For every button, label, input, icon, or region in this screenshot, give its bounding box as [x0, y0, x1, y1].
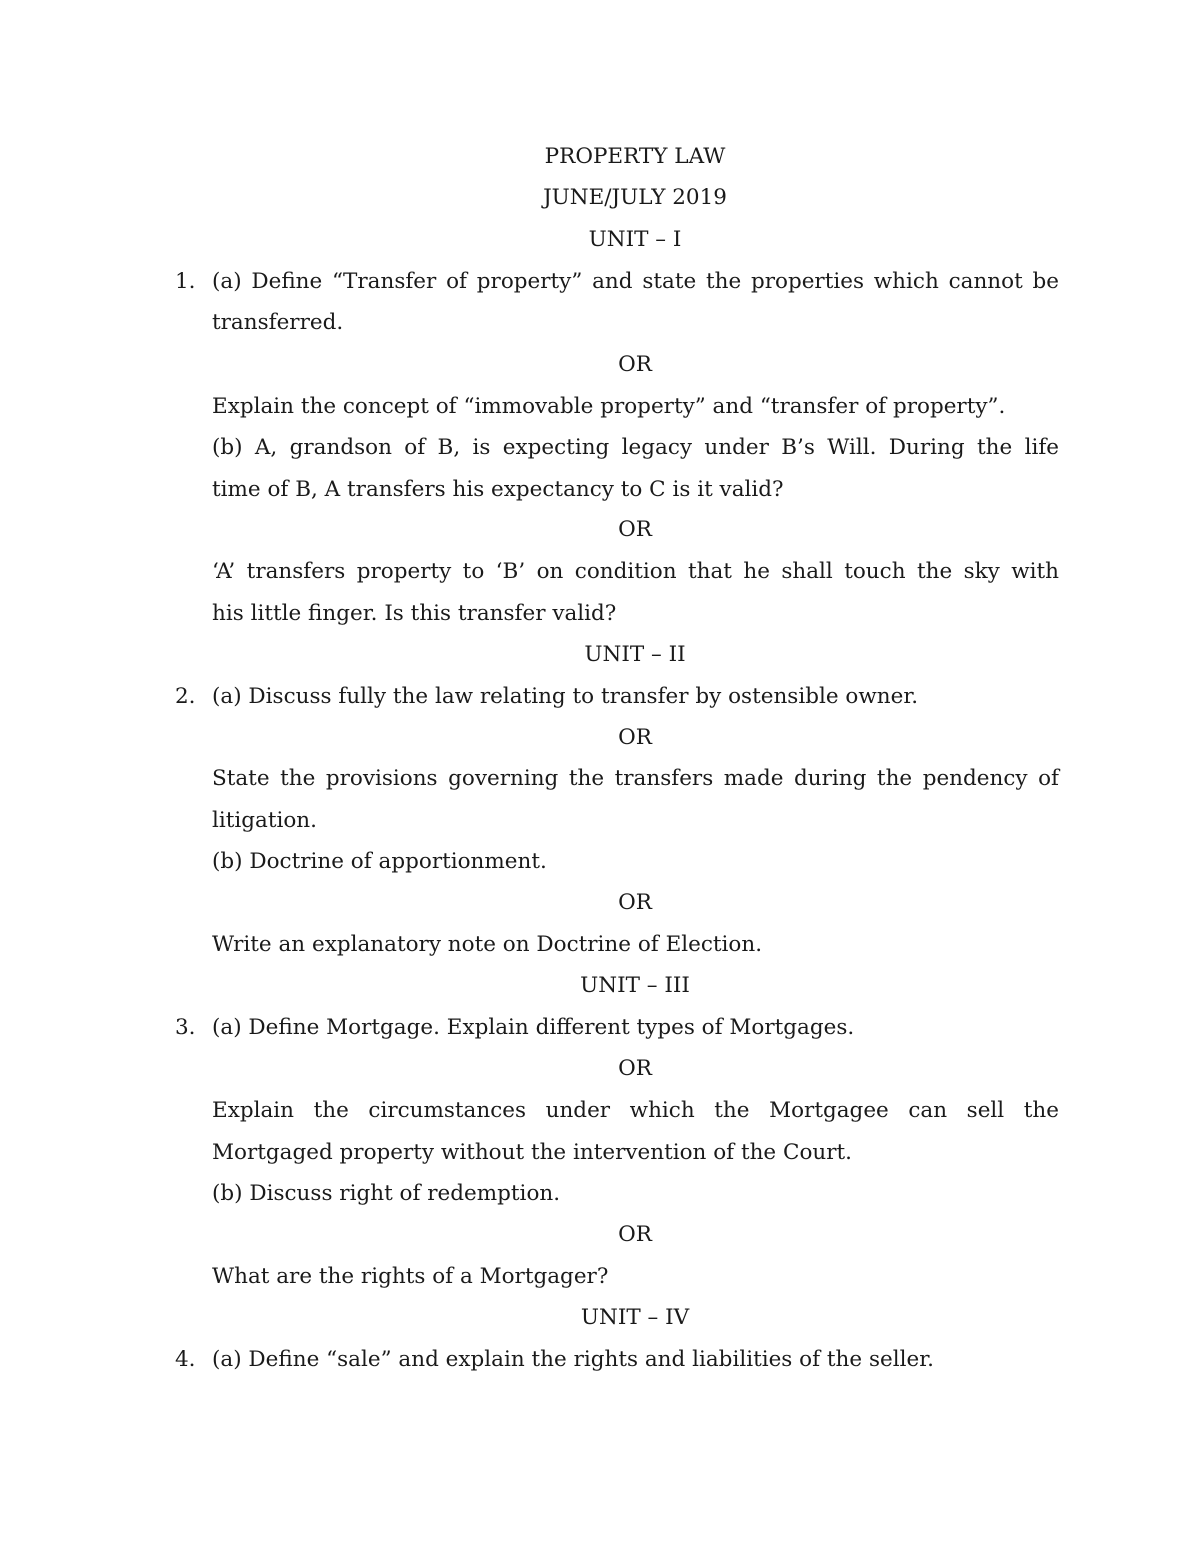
or-separator: OR: [618, 890, 652, 915]
or-separator: OR: [618, 352, 652, 377]
question-number: 4.: [175, 1347, 196, 1372]
or-separator: OR: [618, 1056, 652, 1081]
unit-heading: UNIT – III: [580, 973, 690, 998]
question-text: (a) Discuss fully the law relating to transfer by ostensible owner.: [212, 684, 919, 709]
question-text: (a) Define Mortgage. Explain different types of Mortgages.: [212, 1015, 855, 1040]
document-title: PROPERTY LAW: [544, 144, 726, 169]
question-text: (a) Define “Transfer of property” and state the properties which cannot be: [212, 269, 1059, 294]
question-text: State the provisions governing the transfers made during the pendency of: [212, 766, 1059, 791]
or-separator: OR: [618, 1222, 652, 1247]
question-text: his little finger. Is this transfer valid?: [212, 601, 617, 626]
question-number: 1.: [175, 269, 196, 294]
question-text: Explain the circumstances under which the Mortgagee can sell the: [212, 1098, 1059, 1123]
or-separator: OR: [618, 725, 652, 750]
question-text: Write an explanatory note on Doctrine of Election.: [212, 932, 763, 957]
unit-heading: UNIT – IV: [580, 1305, 690, 1330]
question-text: (a) Define “sale” and explain the rights and liabilities of the seller.: [212, 1347, 934, 1372]
question-text: Mortgaged property without the intervention of the Court.: [212, 1140, 852, 1165]
question-number: 3.: [175, 1015, 196, 1040]
question-text: transferred.: [212, 310, 344, 335]
question-text: (b) Doctrine of apportionment.: [212, 849, 547, 874]
question-text: ‘A’ transfers property to ‘B’ on condition that he shall touch the sky with: [212, 559, 1059, 584]
question-text: Explain the concept of “immovable property” and “transfer of property”.: [212, 394, 1006, 419]
exam-session: JUNE/JULY 2019: [543, 185, 727, 210]
or-separator: OR: [618, 517, 652, 542]
unit-heading: UNIT – II: [584, 642, 686, 667]
question-number: 2.: [175, 684, 196, 709]
question-text: (b) Discuss right of redemption.: [212, 1181, 561, 1206]
question-text: What are the rights of a Mortgager?: [212, 1264, 609, 1289]
unit-heading: UNIT – I: [588, 227, 682, 252]
question-text: (b) A, grandson of B, is expecting legacy under B’s Will. During the life: [212, 435, 1059, 460]
question-text: time of B, A transfers his expectancy to C is it valid?: [212, 477, 784, 502]
question-text: litigation.: [212, 808, 317, 833]
